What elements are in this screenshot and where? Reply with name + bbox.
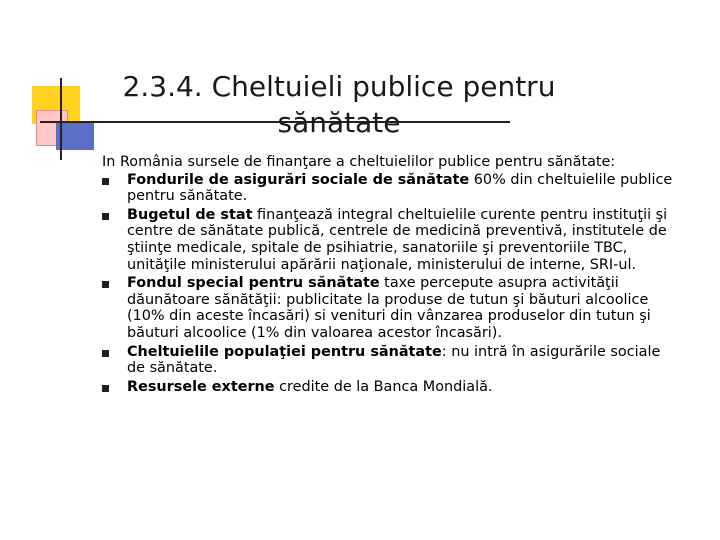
list-item: [102, 172, 682, 205]
square-bullet-icon: [102, 213, 109, 220]
bullet-text: : nu intră în asigurările sociale de sănătate.: [127, 343, 661, 377]
bullet-bold-label: Resursele externe: [127, 378, 275, 395]
list-item: [102, 207, 682, 273]
bullet-bold-label: Cheltuielile populaţiei pentru sănătate: [127, 343, 442, 360]
decor-vertical-line: [60, 78, 62, 160]
slide-body: [102, 154, 682, 397]
bullet-text: finanţează integral cheltuielile curente pentru instituţii şi centre de sănătate publică, centrele de medicină preventivă, institutele de ştiinţe medicale, spitale de psihiatrie, sanatoriile şi preventoriile TBC, unităţile ministerului apărării naţionale, ministerului de interne, SRI-ul.: [127, 206, 668, 273]
list-item: [102, 275, 682, 341]
slide-title-line-2: sănătate: [277, 105, 401, 139]
square-bullet-icon: [102, 350, 109, 357]
bullet-text: 60% din cheltuielile publice pentru sănătate.: [127, 171, 673, 205]
square-bullet-icon: [102, 385, 109, 392]
list-item: [102, 379, 682, 396]
intro-text: In România sursele de finanţare a cheltuielilor publice pentru sănătate:: [102, 154, 616, 170]
slide-title-line-1: 2.3.4. Cheltuieli publice pentru: [122, 69, 556, 103]
bullet-text: taxe percepute asupra activităţii dăunătoare sănătăţii: publicitate la produse de tutun şi băuturi alcoolice (10% din aceste încasări) si venituri din vânzarea produselor din tutun şi băuturi alcoolice (1% din valoarea acestor încasări).: [127, 275, 651, 341]
bullet-bold-label: Fondul special pentru sănătate: [127, 275, 380, 292]
bullet-text: credite de la Banca Mondială.: [274, 378, 493, 395]
bullet-list: [102, 172, 682, 396]
list-item: [102, 344, 682, 377]
bullet-bold-label: Bugetul de stat: [127, 206, 253, 223]
square-bullet-icon: [102, 281, 109, 288]
slide-title: [120, 69, 558, 141]
bullet-bold-label: Fondurile de asigurări sociale de sănătate: [127, 171, 470, 188]
square-bullet-icon: [102, 178, 109, 185]
